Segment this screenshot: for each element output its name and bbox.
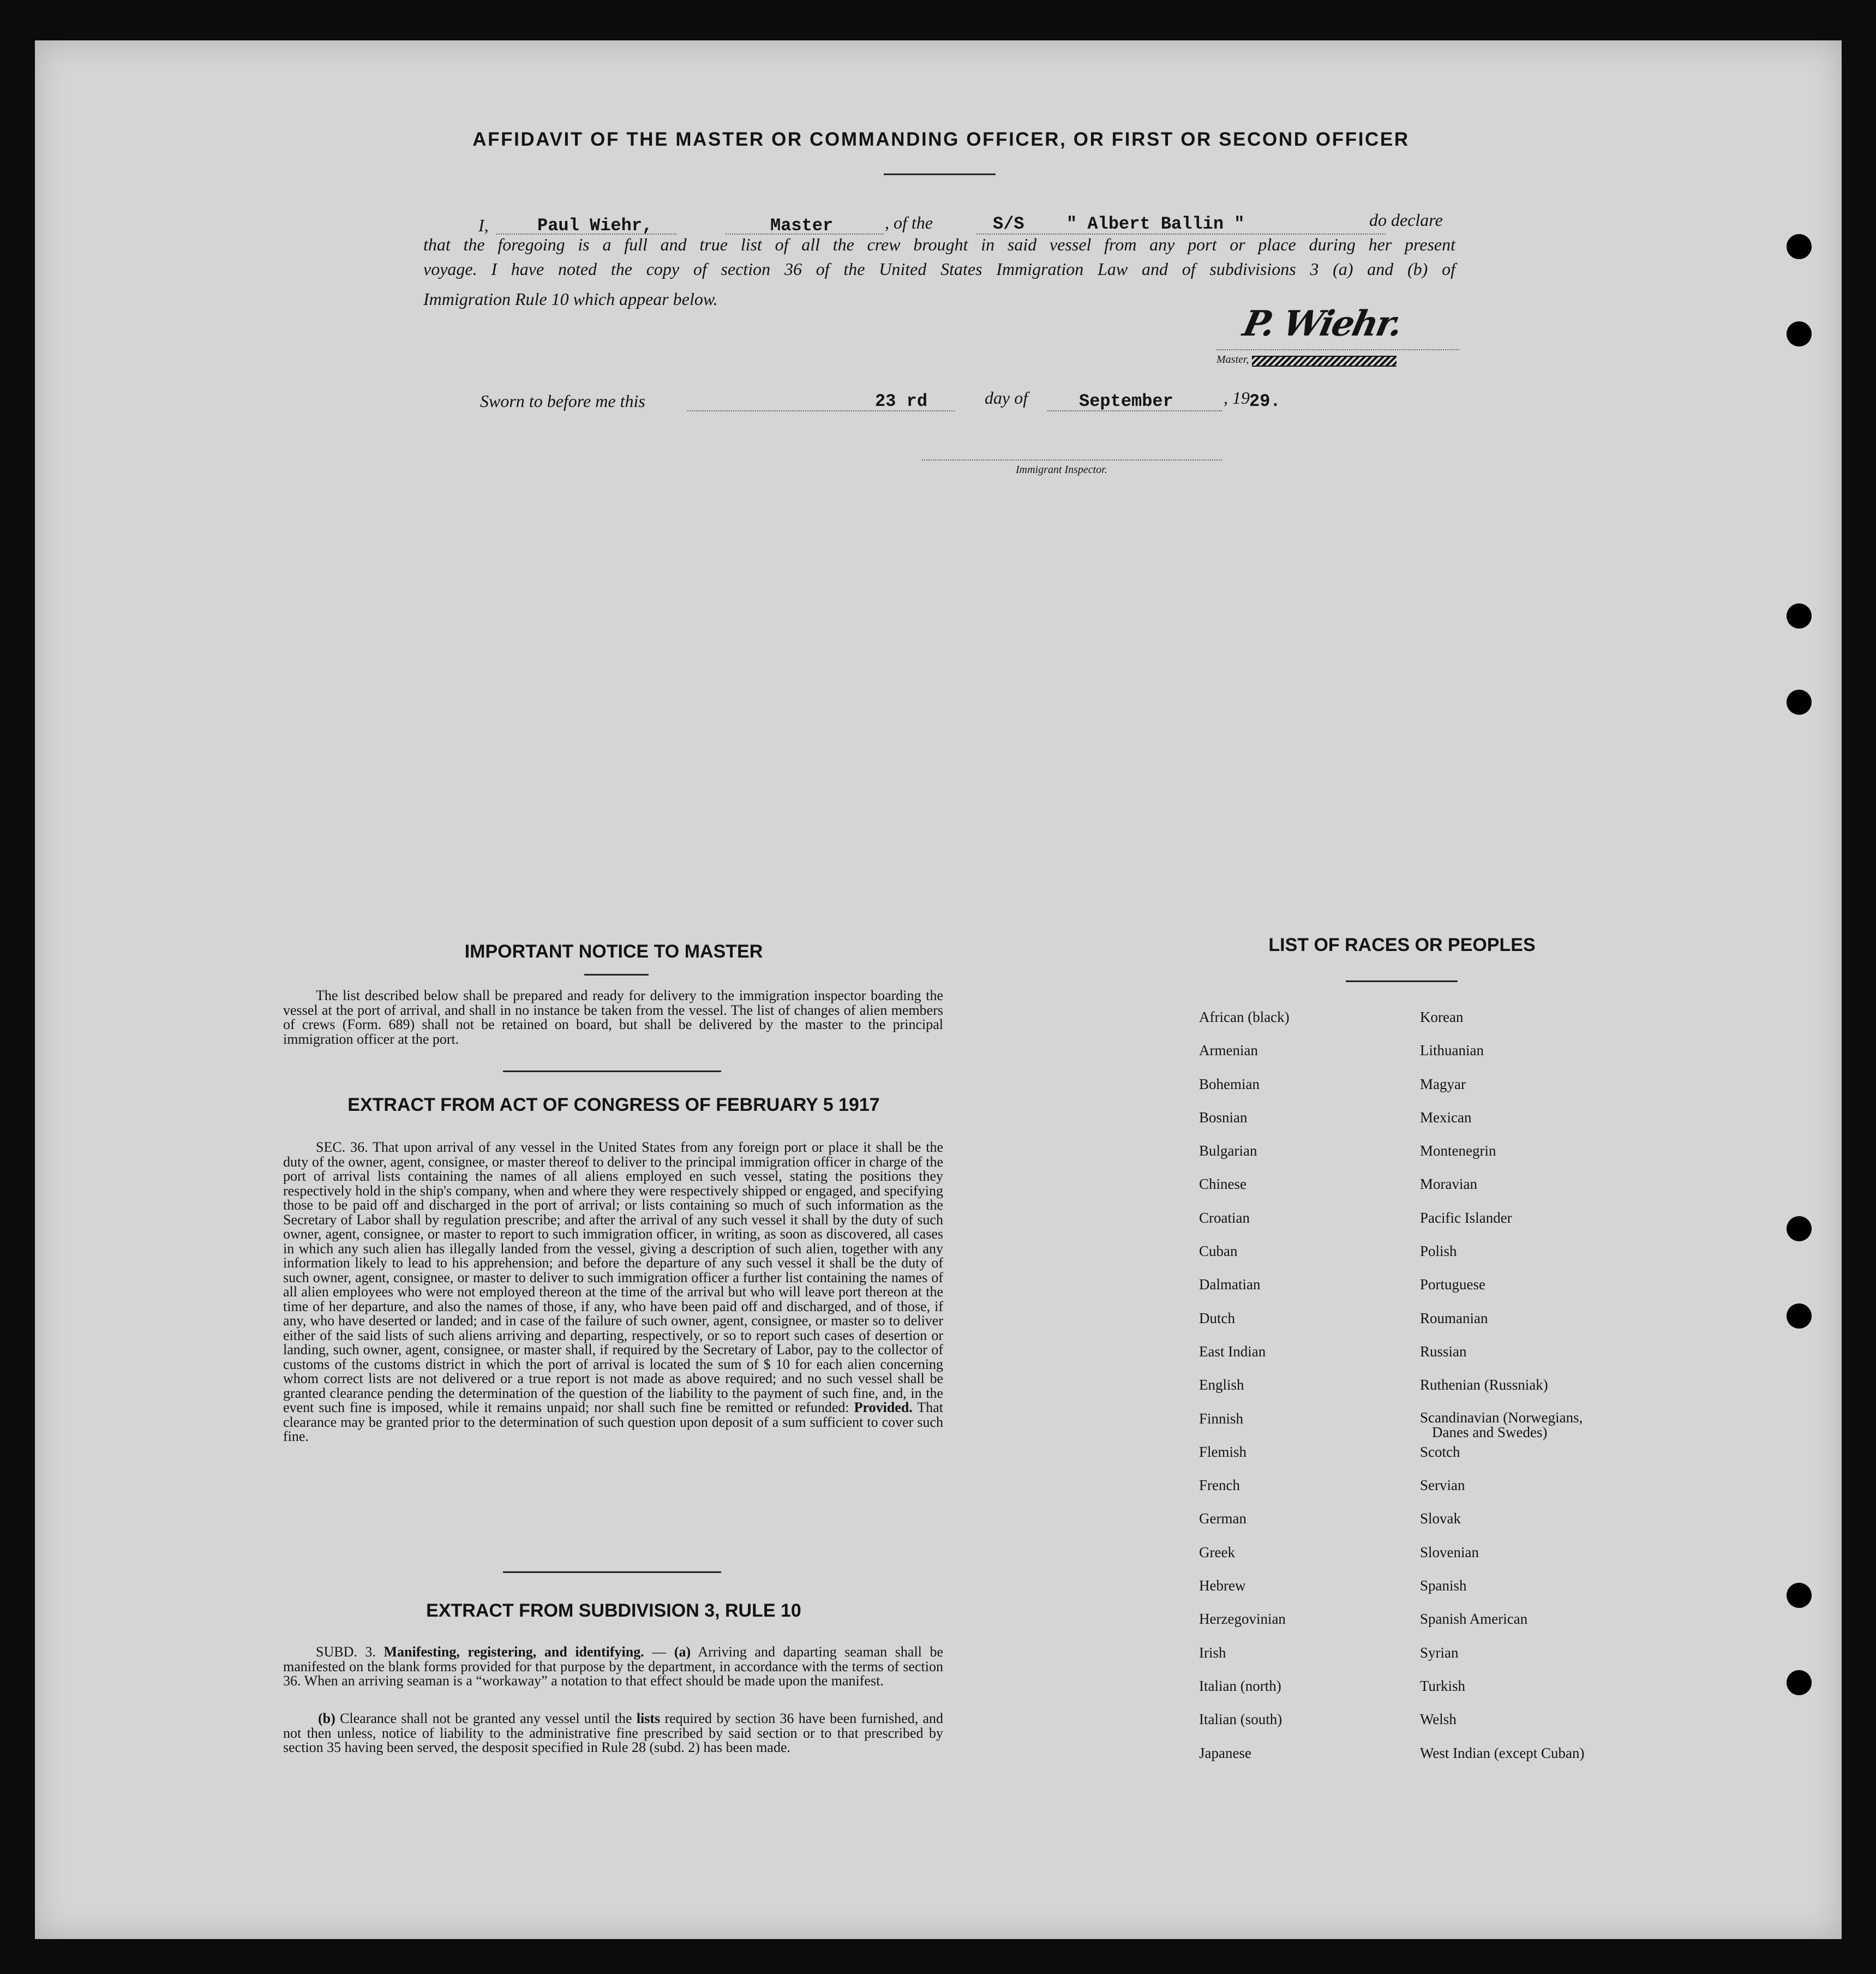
act-text-body: SEC. 36. That upon arrival of any vessel in the United States from any foreign port or place it shall be the duty of the owner, agent, consignee, or master thereof to deliver to the principal immigration officer in charge of the port of arrival lists containing the names of all aliens employed en such vessel, stating the positions they respectively hold in the ship's company, when and where they were respectively shipped or engaged, and specifying those to be paid off and discharged in the port of arrival; or lists containing so much of such information as the Secretary of Labor shall by regulation prescribe; and after the arrival of any such vessel it shall by the duty of such owner, agent, consignee, or master to report to such immigration officer, in writing, as soon as discovered, all cases in which any such alien has illegally landed from the vessel, giving a description of such alien, together with any information likely to lead to his apprehension; and before the departure of any such vessel it shall be the duty of such owner, agent, consignee, or master to deliver to such immigration officer a further list containing the names of all alien employees who were not employed thereon at the time of the arrival but who will leave port thereon at the time of her departure, and also the names of those, if any, who have been paid off and discharged, and of those, if any, who have deserted or landed; and in case of the failure of such owner, agent, consignee, or master so to deliver either of the said lists of such aliens arriving and departing, respectively, or so to report such cases of desertion or landing, such owner, agent, consignee, or master shall, if required by the Secretary of Labor, pay to the collector of customs of the customs district in which the port of arrival is located the sum of $ 10 for each alien concerning whom correct lists are not delivered or a true report is not made as above required; and no such vessel shall be granted clearance pending the determination of the question of the liability to the payment of such fine, and, in the event such fine is imposed, while it remains unpaid; nor shall such fine be remitted or refunded: <box>283 1139 943 1415</box>
race-item-continuation: Danes and Swedes) <box>1432 1423 1548 1440</box>
master-rank: Master <box>770 216 834 236</box>
race-item: Dutch <box>1199 1309 1235 1326</box>
race-item: Italian (south) <box>1199 1711 1282 1728</box>
race-item: English <box>1199 1377 1244 1393</box>
act-text-end: That clearance may be granted prior to the determination of such question upon deposit of a sum sufficient to cover such fine. <box>283 1399 943 1444</box>
master-signature: P. Wiehr. <box>1239 303 1405 344</box>
race-item: Greek <box>1199 1544 1235 1560</box>
race-item: Irish <box>1199 1644 1226 1661</box>
subd-a-mark: (a) <box>674 1644 691 1660</box>
race-item: African (black) <box>1199 1009 1290 1025</box>
subd-lead: SUBD. 3. <box>316 1644 376 1660</box>
affidavit-body-line: voyage. I have noted the copy of section 36 of the United States Immigration Law and of subdivisions 3 (a) and (b) of <box>423 259 1455 279</box>
race-item: Roumanian <box>1420 1309 1488 1326</box>
day-of-label: day of <box>985 388 1028 408</box>
race-item: Bohemian <box>1199 1075 1260 1092</box>
inspector-label: Immigrant Inspector. <box>1016 464 1107 476</box>
signature-line <box>1216 349 1459 350</box>
race-item: Polish <box>1420 1243 1457 1260</box>
race-item <box>1420 1402 1649 1440</box>
race-item: Scotch <box>1420 1443 1460 1460</box>
race-item: Welsh <box>1420 1711 1457 1728</box>
race-item: Slovak <box>1420 1510 1461 1527</box>
race-item: French <box>1199 1477 1240 1494</box>
i-label: I, <box>478 216 489 235</box>
subd-heading: Manifesting, registering, and identifying. <box>383 1644 644 1660</box>
race-item: Japanese <box>1199 1744 1251 1761</box>
race-item: Servian <box>1420 1477 1465 1494</box>
title-rule <box>884 174 996 175</box>
race-item: Mexican <box>1420 1109 1472 1126</box>
race-item: Flemish <box>1199 1443 1247 1460</box>
ship-name: " Albert Ballin " <box>1066 214 1245 234</box>
subd-dash: — <box>644 1644 674 1660</box>
race-item: Hebrew <box>1199 1577 1246 1594</box>
race-item: Bulgarian <box>1199 1142 1257 1159</box>
inspector-signature-line <box>922 459 1222 460</box>
race-item: Russian <box>1420 1343 1467 1360</box>
ship-prefix: S/S <box>993 214 1024 234</box>
punch-hole <box>1787 1583 1812 1608</box>
race-item: Spanish <box>1420 1577 1467 1594</box>
sworn-label: Sworn to before me this <box>480 391 645 411</box>
provided-label: Provided. <box>854 1399 913 1415</box>
race-item: Armenian <box>1199 1042 1258 1059</box>
year-prefix: , 19 <box>1224 388 1250 408</box>
sworn-day: 23 rd <box>875 391 928 411</box>
race-item: Croatian <box>1199 1209 1250 1226</box>
race-item: Turkish <box>1420 1677 1466 1694</box>
race-item: Dalmatian <box>1199 1276 1261 1293</box>
race-item: Pacific Islander <box>1420 1209 1512 1226</box>
race-item: Italian (north) <box>1199 1677 1281 1694</box>
races-column-2 <box>1420 1001 1649 1770</box>
affidavit-body-line: Immigration Rule 10 which appear below. <box>423 289 718 309</box>
rule-subd-a <box>283 1645 943 1689</box>
rule-subd-b <box>283 1712 943 1755</box>
race-item: German <box>1199 1510 1246 1527</box>
subd-b-text: Clearance shall not be granted any vessel until the <box>340 1710 632 1726</box>
punch-hole <box>1787 1216 1812 1241</box>
race-item: Lithuanian <box>1420 1042 1484 1059</box>
of-the-label: , of the <box>885 213 933 232</box>
race-item: Moravian <box>1420 1176 1477 1193</box>
punch-hole <box>1787 1670 1812 1695</box>
race-item: Montenegrin <box>1420 1142 1496 1159</box>
notice-text: The list described below shall be prepared and ready for delivery to the immigration inspector boarding the vessel at the port of arrival, and shall in no instance be taken from the vessel. The list of changes of alien members of crews (Form. 689) shall not be retained on board, but shall be delivered by the master to the principal immigration officer at the port. <box>283 988 943 1047</box>
master-name: Paul Wiehr, <box>537 216 653 236</box>
subd-b-text-end: required by section 36 have been furnished, and not then unless, notice of liability to the administrative fine prescribed by said section or to that prescribed by section 35 having been served, the desposit specified in Rule 28 (subd. 2) has been made. <box>283 1710 944 1755</box>
races-title: LIST OF RACES OR PEOPLES <box>1268 935 1536 955</box>
rule-title: EXTRACT FROM SUBDIVISION 3, RULE 10 <box>426 1600 801 1621</box>
punch-hole <box>1787 234 1812 259</box>
affidavit-title: AFFIDAVIT OF THE MASTER OR COMMANDING OFFICER, OR FIRST OR SECOND OFFICER <box>472 129 1410 150</box>
notice-rule <box>584 974 649 976</box>
race-item: Slovenian <box>1420 1544 1479 1560</box>
race-item: Cuban <box>1199 1243 1238 1260</box>
race-item: Herzegovinian <box>1199 1611 1286 1628</box>
race-item: Portuguese <box>1420 1276 1485 1293</box>
notice-bottom-rule <box>503 1070 721 1072</box>
race-item: Spanish American <box>1420 1611 1528 1628</box>
act-bottom-rule <box>503 1571 721 1573</box>
subd-b-mark: (b) <box>318 1710 335 1726</box>
punch-hole <box>1787 1303 1812 1329</box>
master-label: Master, <box>1216 354 1249 366</box>
subd-a-text: Arriving and daparting seaman shall be manifested on the blank forms provided for that purpose by the department, in accordance with the terms of section 36. When an arriving seaman is a “workaway” a notation to that effect should be made upon the manifest. <box>283 1644 943 1689</box>
races-rule <box>1346 980 1458 982</box>
race-item: Magyar <box>1420 1075 1466 1092</box>
act-title: EXTRACT FROM ACT OF CONGRESS OF FEBRUARY 5 1917 <box>347 1094 880 1115</box>
punch-hole <box>1787 321 1812 346</box>
race-item: Chinese <box>1199 1176 1246 1193</box>
subd-b-lists: lists <box>636 1710 661 1726</box>
do-declare-label: do declare <box>1369 210 1443 230</box>
act-text <box>283 1140 943 1444</box>
punch-hole <box>1787 690 1812 715</box>
race-item: Syrian <box>1420 1644 1459 1661</box>
sworn-month: September <box>1079 391 1173 411</box>
struck-out-title <box>1252 356 1396 367</box>
races-column-1 <box>1199 1001 1406 1770</box>
punch-hole <box>1787 603 1812 629</box>
sworn-year: 29. <box>1249 391 1281 411</box>
race-item: Bosnian <box>1199 1109 1248 1126</box>
race-item-line: Scandinavian (Norwegians, <box>1420 1409 1583 1426</box>
notice-title: IMPORTANT NOTICE TO MASTER <box>464 941 763 962</box>
race-item: Korean <box>1420 1009 1464 1025</box>
affidavit-body-line: that the foregoing is a full and true list of all the crew brought in said vessel from any port or place during her present <box>423 235 1455 254</box>
race-item: Finnish <box>1199 1410 1244 1427</box>
race-item: Ruthenian (Russniak) <box>1420 1377 1548 1393</box>
race-item: East Indian <box>1199 1343 1266 1360</box>
race-item: West Indian (except Cuban) <box>1420 1744 1585 1761</box>
